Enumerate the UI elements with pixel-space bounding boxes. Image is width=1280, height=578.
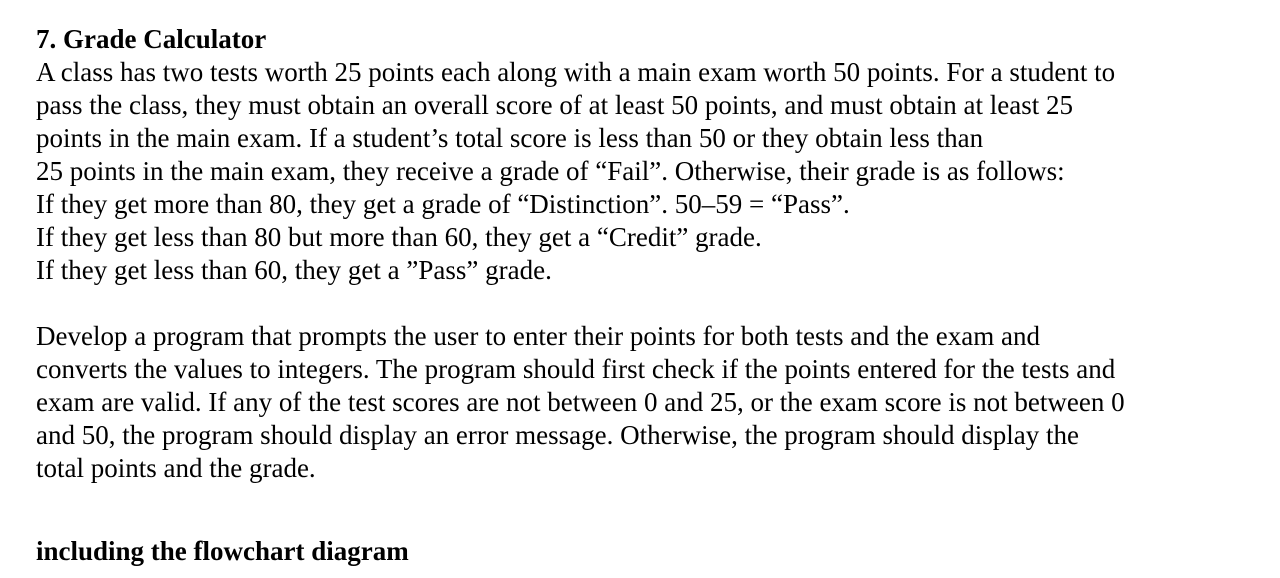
- paragraph-task: [36, 320, 1266, 485]
- footer-note: including the flowchart diagram: [36, 536, 409, 566]
- text-line: If they get less than 60, they get a ”Pass” grade.: [36, 255, 552, 285]
- text-line: converts the values to integers. The program should first check if the points entered for the tests and: [36, 354, 1116, 384]
- text-line: A class has two tests worth 25 points each along with a main exam worth 50 points. For a student to: [36, 57, 1116, 87]
- text-line: If they get more than 80, they get a grade of “Distinction”. 50–59 = “Pass”.: [36, 189, 850, 219]
- text-line: 25 points in the main exam, they receive a grade of “Fail”. Otherwise, their grade is as follows:: [36, 156, 1065, 186]
- document-page: [36, 23, 1266, 568]
- paragraph-spacer: [36, 485, 1266, 535]
- paragraph-requirements: [36, 56, 1266, 287]
- text-line: points in the main exam. If a student’s total score is less than 50 or they obtain less than: [36, 123, 984, 153]
- text-line: pass the class, they must obtain an overall score of at least 50 points, and must obtain at least 25: [36, 90, 1074, 120]
- text-line: Develop a program that prompts the user to enter their points for both tests and the exam and: [36, 321, 1040, 351]
- text-line: exam are valid. If any of the test scores are not between 0 and 25, or the exam score is not between 0: [36, 387, 1125, 417]
- text-line: If they get less than 80 but more than 60, they get a “Credit” grade.: [36, 222, 762, 252]
- paragraph-spacer: [36, 287, 1266, 320]
- text-line: and 50, the program should display an error message. Otherwise, the program should display the: [36, 420, 1080, 450]
- document-title: 7. Grade Calculator: [36, 24, 267, 54]
- text-line: total points and the grade.: [36, 453, 316, 483]
